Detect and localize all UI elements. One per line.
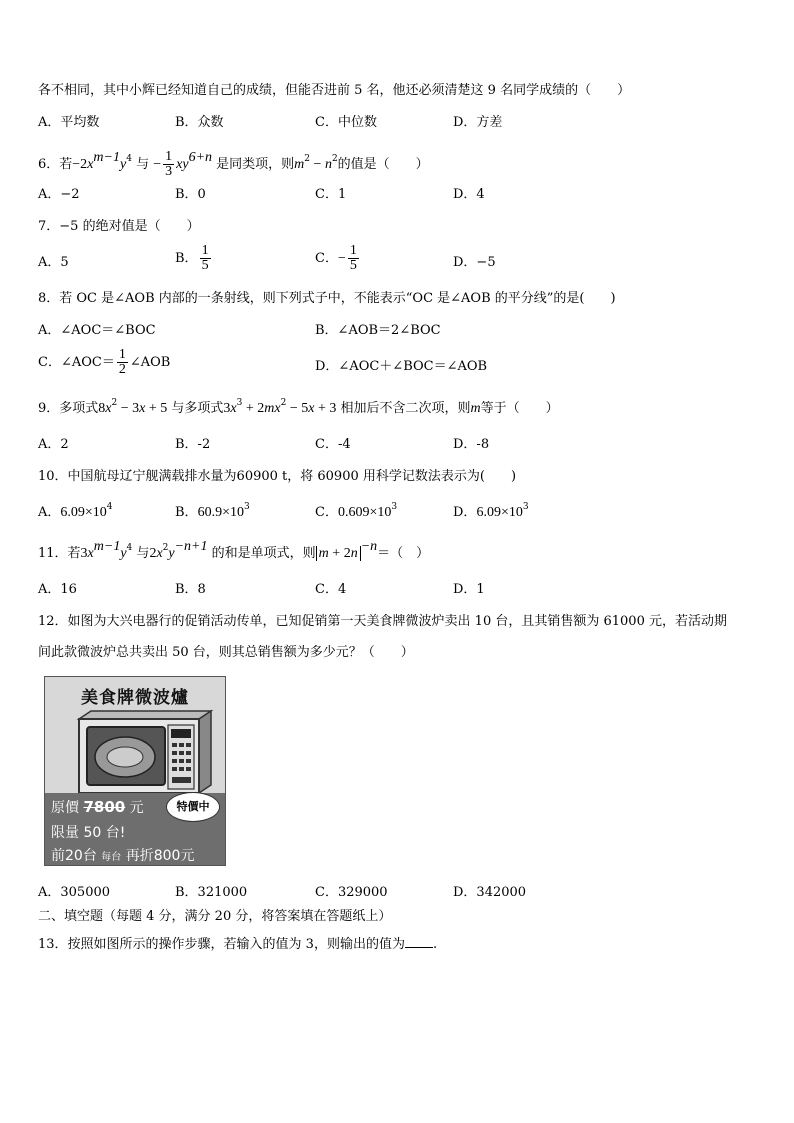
q12-option-d: D．342000 [453,885,527,900]
ad-sale-badge: 特價中 [169,795,217,819]
q11-stem: 11．若$3x^{m-1}y^4$ 与$2x^2y^{-n+1}$ 的和是单项式，则 m + 2n $^{-n}$＝（ ） [38,539,430,561]
q5-continuation: 各不相同，其中小辉已经知道自己的成绩，但能否进前 5 名，他还必须清楚这 9 名同学成绩的（ ） [38,83,631,98]
q6-option-d: D．4 [453,187,485,202]
q9-option-b: B．-2 [175,437,211,452]
ad-discount-line: 前20台 每台 再折800元 [51,848,195,864]
q12-option-c: C．329000 [315,885,388,900]
ad-original-price: 原價 7800 元 [51,798,144,816]
q11-option-d: D．1 [453,582,485,597]
q10-option-d: D．$6.09\times 10^3$ [453,502,529,520]
q6-option-b: B．0 [175,187,206,202]
q7-stem: 7．−5 的绝对值是（ ） [38,219,200,234]
q8-option-d: D．∠AOC＋∠BOC＝∠AOB [315,359,488,374]
q11-option-b: B．8 [175,582,206,597]
q12-option-a: A．305000 [38,885,111,900]
q7-option-a: A．5 [38,255,69,270]
q6-option-c: C．1 [315,187,347,202]
q12-stem-line2: 间此款微波炉总共卖出 50 台，则其总销售额为多少元？（ ） [38,645,414,660]
ad-limit: 限量 50 台! [51,825,126,841]
q12-option-b: B．321000 [175,885,248,900]
q9-option-c: C．-4 [315,437,351,452]
microwave-ad-figure [44,676,226,866]
q5-option-a: A．平均数 [38,115,100,130]
q9-stem: 9．多项式$8x^2 - 3x + 5$ 与多项式$3x^3 + 2mx^2 - 5x + 3$ 相加后不含二次项，则m等于（ ） [38,398,559,416]
q10-option-c: C．$0.609\times 10^3$ [315,502,398,520]
q7-option-b: B． $\frac{1}{5}$ [175,243,209,273]
q10-stem: 10．中国航母辽宁舰满载排水量为60900 t，将 60900 用科学记数法表示为( ) [38,469,517,484]
q8-option-b: B．∠AOB＝2∠BOC [315,323,441,338]
q8-stem: 8．若 OC 是∠AOB 内部的一条射线，则下列式子中，不能表示“OC 是∠AOB 的平分线”的是( ) [38,291,616,306]
q8-option-c: C．∠AOC＝ $\frac{1}{2}$ ∠AOB [38,347,171,377]
q7-option-c: C．− $\frac{1}{5}$ [315,243,357,273]
q5-option-c: C．中位数 [315,115,377,130]
q11-option-c: C．4 [315,582,347,597]
q5-option-d: D．方差 [453,115,503,130]
q12-stem-line1: 12．如图为大兴电器行的促销活动传单，已知促销第一天美食牌微波炉卖出 10 台，且其销售额为 61000 元，若活动期 [38,614,727,629]
q8-option-a: A．∠AOC＝∠BOC [38,323,156,338]
section-2-heading: 二、填空题（每题 4 分，满分 20 分，将答案填在答题纸上） [38,909,392,924]
q9-option-a: A．2 [38,437,69,452]
q5-option-b: B．众数 [175,115,224,130]
q10-option-a: A．$6.09\times 10^4$ [38,502,113,520]
q6-option-a: A．−2 [38,187,80,202]
q13-answer-blank[interactable] [405,935,433,948]
q11-option-a: A．16 [38,582,77,597]
ad-title: 美食牌微波爐 [81,688,189,708]
q13-stem: 13．按照如图所示的操作步骤，若输入的值为 3，则输出的值为 . [38,937,438,952]
q10-option-b: B．$60.9\times 10^3$ [175,502,250,520]
q7-option-d: D．−5 [453,255,496,270]
q6-stem: 6．若$-2x^{m-1}y^4$ 与 − $\frac{1}{3}$ $xy^{6+n}$ 是同类项，则$m^2 - n^2$的值是（ ） [38,149,429,179]
q9-option-d: D．-8 [453,437,490,452]
